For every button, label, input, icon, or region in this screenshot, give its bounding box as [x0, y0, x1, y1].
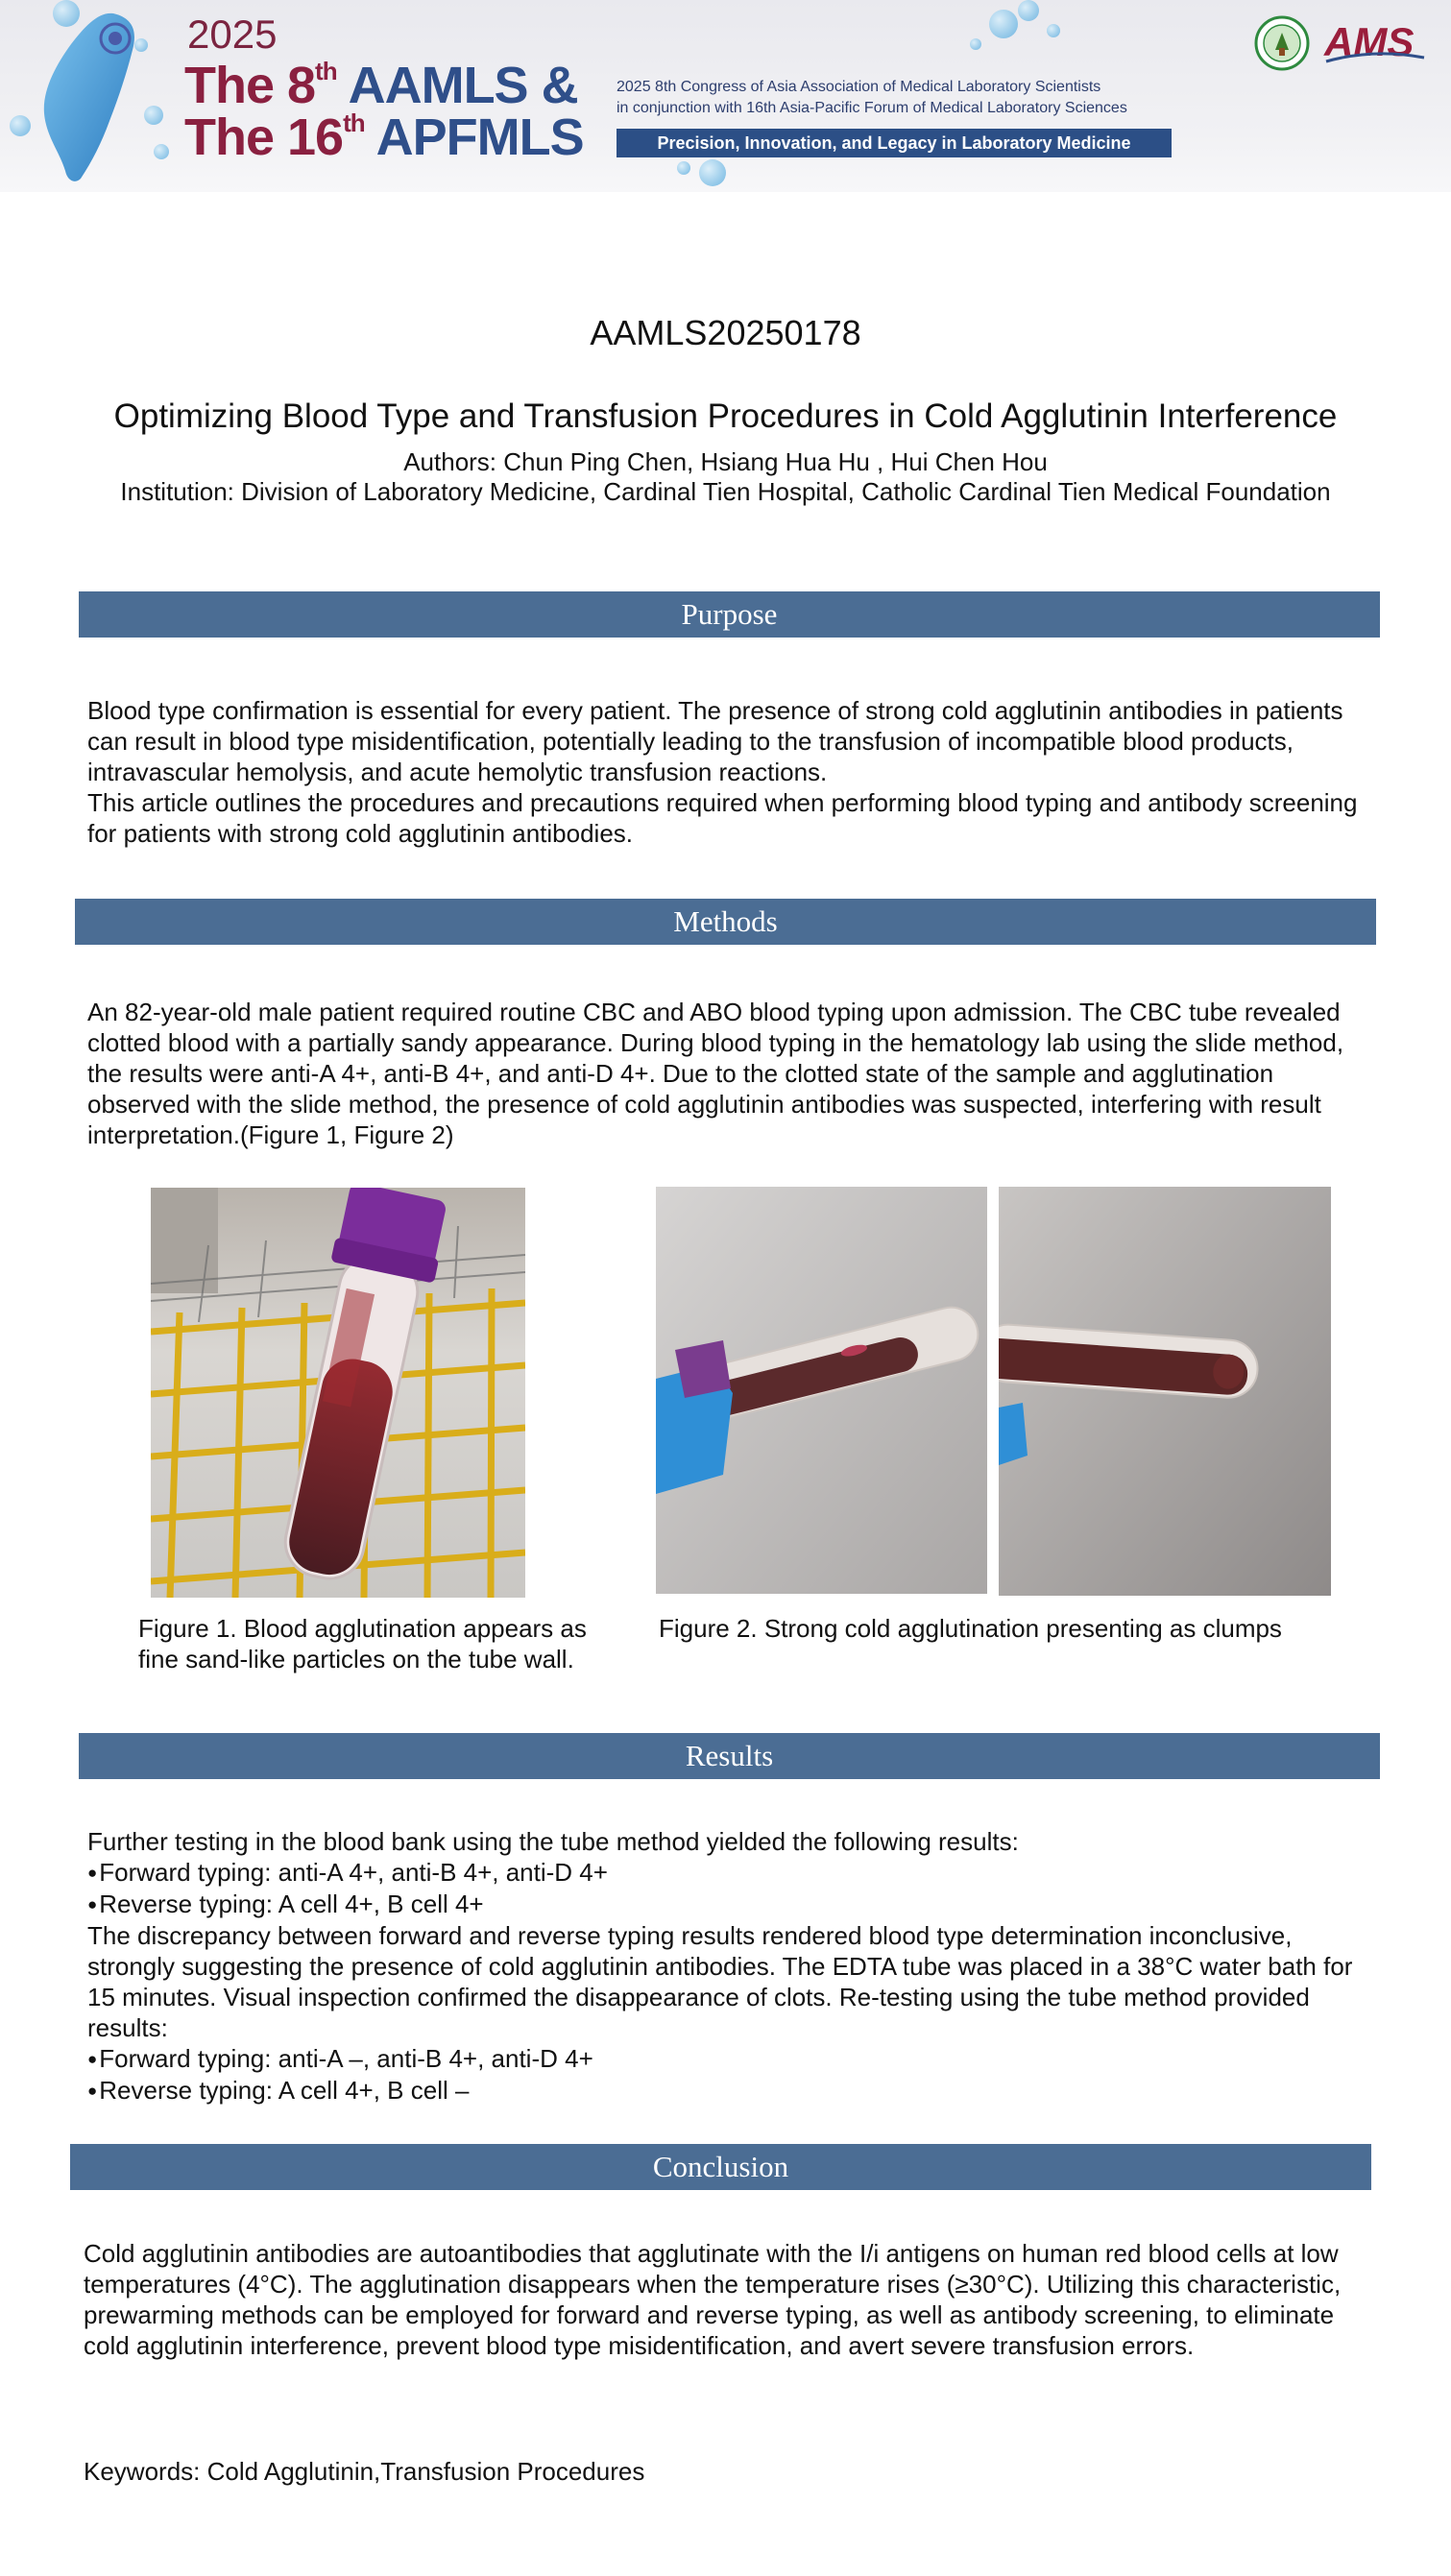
conference-banner: [0, 0, 1451, 192]
section-bar-conclusion: Conclusion: [70, 2144, 1371, 2190]
figure-1-caption: Figure 1. Blood agglutination appears as fine sand-like particles on the tube wall.: [138, 1614, 587, 1673]
figure-2-photo-right: [999, 1187, 1331, 1596]
conclusion-text: [84, 2238, 1380, 2361]
methods-paragraph-1: An 82-year-old male patient required routine CBC and ABO blood typing upon admission. The CBC tube revealed clotted blood with a partially sandy appearance. During blood typing in the hematology lab using the slide method, the results were anti-A 4+, anti-B 4+, and anti-D 4+. Due to the clotted state of the sample and agglutination observed with the slide method, the presence of cold agglutinin antibodies was suspected, interfering with result interpretation.(Figure 1, Figure 2): [87, 998, 1344, 1149]
results-paragraph-2: The discrepancy between forward and reverse typing results rendered blood type determination inconclusive, strongly suggesting the presence of cold agglutinin antibodies. The EDTA tube was placed in a 38°C water bath for 15 minutes. Visual inspection confirmed the disappearance of clots. Re-testing using the tube method provided results:: [87, 1921, 1353, 2042]
decorative-bubble: [154, 144, 169, 159]
purpose-paragraph-2: This article outlines the procedures and precautions required when performing blood typing and antibody screening for patients with strong cold agglutinin antibodies.: [87, 788, 1358, 848]
congress-description: [617, 77, 1127, 119]
decorative-bubble: [970, 38, 981, 50]
svg-text:AMS: AMS: [1324, 19, 1415, 64]
results-bullet-forward-2: ● Forward typing: anti-A –, anti-B 4+, anti-D 4+: [87, 2043, 1374, 2075]
association-seal-logo: [1254, 15, 1310, 71]
figure-2-photo-left: [656, 1187, 987, 1594]
methods-text: [87, 997, 1374, 1150]
decorative-bubble: [1018, 0, 1039, 21]
banner-line-aamls: The 8th AAMLS &: [184, 57, 578, 114]
ams-logo: [1320, 13, 1428, 71]
decorative-bubble: [989, 10, 1018, 38]
figure-1-photo: [151, 1188, 525, 1598]
taiwan-map-icon: [38, 8, 154, 185]
abstract-id: AAMLS20250178: [590, 313, 861, 352]
banner-year: 2025: [187, 12, 278, 57]
conference-slogan: Precision, Innovation, and Legacy in Laboratory Medicine: [617, 129, 1172, 157]
purpose-text: [87, 695, 1374, 849]
decorative-bubble: [677, 161, 690, 175]
authors: Authors: Chun Ping Chen, Hsiang Hua Hu , Hui Chen Hou: [403, 447, 1048, 476]
results-bullet-reverse-1: ● Reverse typing: A cell 4+, B cell 4+: [87, 1889, 1374, 1920]
banner-line-apfmls: The 16th APFMLS: [184, 108, 584, 166]
figure-2-caption: Figure 2. Strong cold agglutination presenting as clumps: [659, 1614, 1282, 1643]
purpose-paragraph-1: Blood type confirmation is essential for every patient. The presence of strong cold agglutinin antibodies in patients can result in blood type misidentification, potentially leading to the transfusion of incompatible blood products, intravascular hemolysis, and acute hemolytic transfusion reactions.: [87, 696, 1343, 786]
decorative-bubble: [10, 115, 31, 136]
results-bullet-reverse-2: ● Reverse typing: A cell 4+, B cell –: [87, 2075, 1374, 2107]
results-bullet-forward-1: ● Forward typing: anti-A 4+, anti-B 4+, anti-D 4+: [87, 1857, 1374, 1889]
keywords: Keywords: Cold Agglutinin,Transfusion Procedures: [84, 2457, 645, 2486]
decorative-bubble: [699, 159, 726, 186]
congress-line-2: in conjunction with 16th Asia-Pacific Forum of Medical Laboratory Sciences: [617, 100, 1127, 116]
section-bar-results: Results: [79, 1733, 1380, 1779]
conclusion-paragraph: Cold agglutinin antibodies are autoantibodies that agglutinate with the I/i antigens on human red blood cells at low temperatures (4°C). The agglutination disappears when the temperature rises (≥30°C). Utilizing this characteristic, prewarming methods can be employed for forward and reverse typing, as well as antibody screening, to eliminate cold agglutinin interference, prevent blood type misidentification, and avert severe transfusion errors.: [84, 2239, 1342, 2360]
institution: Institution: Division of Laboratory Medicine, Cardinal Tien Hospital, Catholic Cardinal Tien Medical Foundation: [120, 477, 1331, 506]
congress-line-1: 2025 8th Congress of Asia Association of Medical Laboratory Scientists: [617, 79, 1101, 95]
decorative-bubble: [1047, 24, 1060, 37]
section-bar-purpose: Purpose: [79, 591, 1380, 638]
results-text: [87, 1826, 1374, 2107]
poster-title: Optimizing Blood Type and Transfusion Procedures in Cold Agglutinin Interference: [113, 397, 1338, 435]
results-intro: Further testing in the blood bank using the tube method yielded the following results:: [87, 1827, 1019, 1856]
section-bar-methods: Methods: [75, 899, 1376, 945]
